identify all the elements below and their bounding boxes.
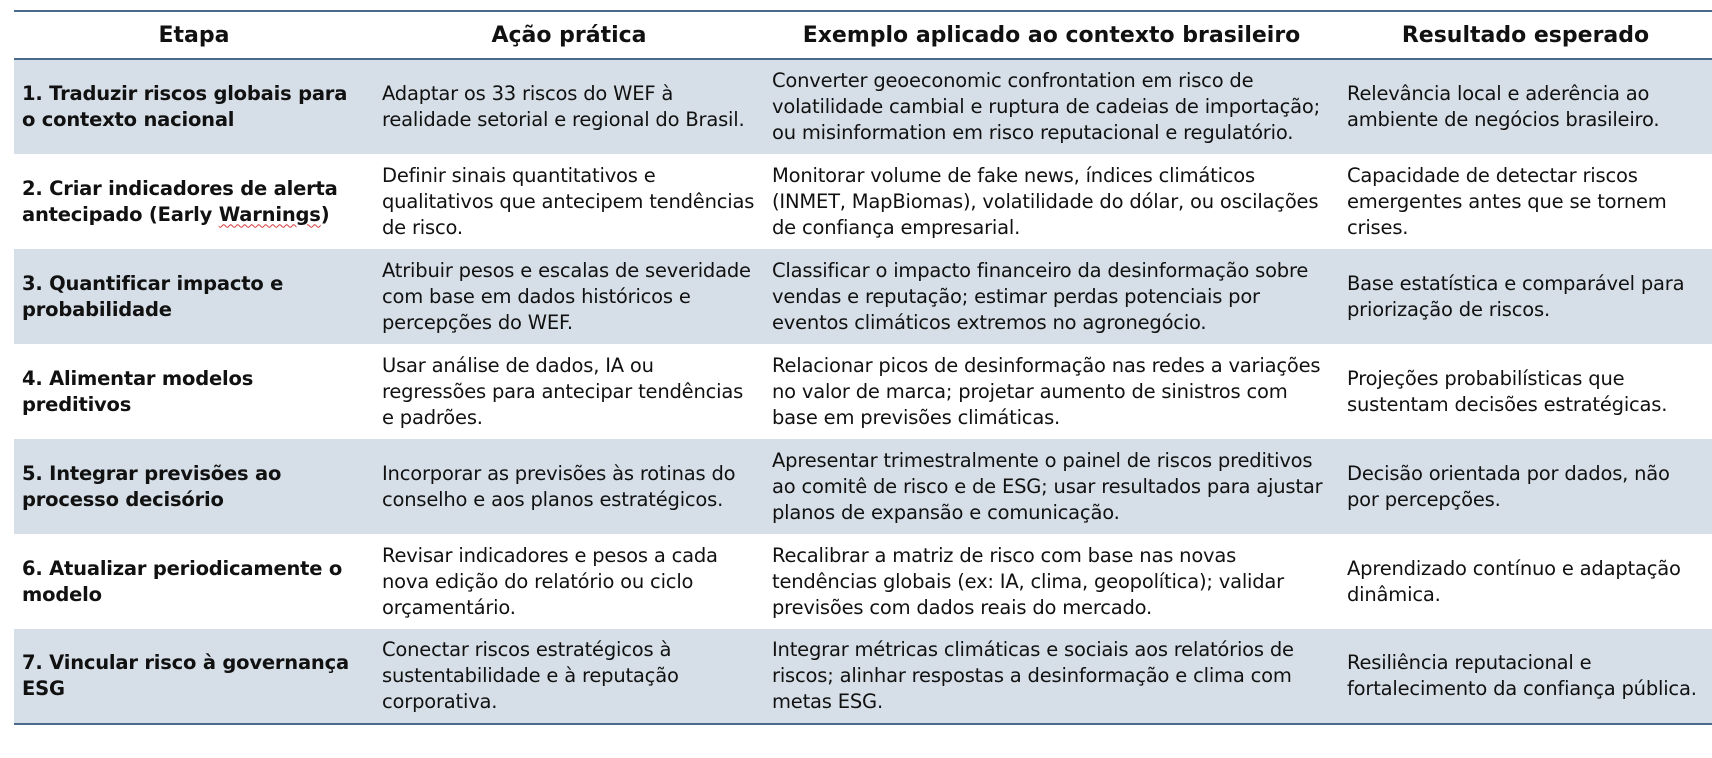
step-cell: 3. Quantificar impacto e probabilidade — [22, 271, 284, 321]
result-cell: Aprendizado contínuo e adaptação dinâmica. — [1347, 556, 1681, 606]
step-cell: 5. Integrar previsões ao processo decisório — [22, 461, 282, 511]
table-row — [14, 59, 1712, 154]
action-cell: Definir sinais quantitativos e qualitativos que antecipem tendências de risco. — [382, 163, 755, 239]
framework-table-container — [14, 10, 1712, 725]
result-cell: Resiliência reputacional e fortalecimento da confiança pública. — [1347, 651, 1697, 700]
table-row — [14, 534, 1712, 629]
example-cell: Recalibrar a matriz de risco com base nas novas tendências globais (ex: IA, clima, geopolítica); validar previsões com dados reais do mercado. — [772, 543, 1284, 619]
example-cell: Relacionar picos de desinformação nas redes a variações no valor de marca; projetar aumento de sinistros com base em previsões climáticas. — [772, 353, 1321, 429]
result-cell: Capacidade de detectar riscos emergentes antes que se tornem crises. — [1347, 163, 1667, 239]
result-cell: Relevância local e aderência ao ambiente de negócios brasileiro. — [1347, 82, 1660, 131]
framework-table — [14, 10, 1712, 725]
header-etapa: Etapa — [14, 11, 374, 59]
header-exemplo: Exemplo aplicado ao contexto brasileiro — [764, 11, 1339, 59]
table-row — [14, 344, 1712, 439]
header-acao-pratica: Ação prática — [374, 11, 764, 59]
header-resultado: Resultado esperado — [1339, 11, 1712, 59]
table-row — [14, 249, 1712, 344]
step-cell: 6. Atualizar periodicamente o modelo — [22, 556, 343, 606]
table-row — [14, 439, 1712, 534]
step-text-end: ) — [320, 202, 330, 226]
example-cell: Classificar o impacto financeiro da desinformação sobre vendas e reputação; estimar perdas potenciais por eventos climáticos extremos no agronegócio. — [772, 258, 1309, 334]
action-cell: Atribuir pesos e escalas de severidade com base em dados históricos e percepções do WEF. — [382, 258, 751, 334]
table-body — [14, 59, 1712, 724]
header-row — [14, 11, 1712, 59]
step-cell: 4. Alimentar modelos preditivos — [22, 366, 254, 416]
example-cell: Integrar métricas climáticas e sociais aos relatórios de riscos; alinhar respostas a desinformação e clima com metas ESG. — [772, 638, 1294, 713]
action-cell: Adaptar os 33 riscos do WEF à realidade setorial e regional do Brasil. — [382, 82, 745, 131]
example-cell: Monitorar volume de fake news, índices climáticos (INMET, MapBiomas), volatilidade do dólar, ou oscilações de confiança empresarial. — [772, 163, 1319, 239]
action-cell: Revisar indicadores e pesos a cada nova edição do relatório ou ciclo orçamentário. — [382, 543, 718, 619]
spellcheck-flagged-word[interactable]: Warnings — [218, 202, 321, 226]
step-cell — [14, 154, 374, 249]
step-cell: 1. Traduzir riscos globais para o contexto nacional — [22, 82, 348, 131]
table-header — [14, 11, 1712, 59]
result-cell: Decisão orientada por dados, não por percepções. — [1347, 461, 1670, 511]
step-cell: 7. Vincular risco à governança ESG — [22, 651, 349, 700]
action-cell: Conectar riscos estratégicos à sustentabilidade e à reputação corporativa. — [382, 638, 679, 713]
result-cell: Base estatística e comparável para priorização de riscos. — [1347, 271, 1685, 321]
action-cell: Incorporar as previsões às rotinas do conselho e aos planos estratégicos. — [382, 461, 736, 511]
table-row — [14, 629, 1712, 724]
table-row — [14, 154, 1712, 249]
example-cell: Converter geoeconomic confrontation em risco de volatilidade cambial e ruptura de cadeias de importação; ou misinformation em risco reputacional e regulatório. — [772, 69, 1321, 144]
step-text: 2. Criar indicadores de alerta antecipado (Early — [22, 176, 338, 226]
example-cell: Apresentar trimestralmente o painel de riscos preditivos ao comitê de risco e de ESG; usar resultados para ajustar planos de expansão e comunicação. — [772, 448, 1323, 524]
action-cell: Usar análise de dados, IA ou regressões para antecipar tendências e padrões. — [382, 353, 744, 429]
result-cell: Projeções probabilísticas que sustentam decisões estratégicas. — [1347, 366, 1668, 416]
